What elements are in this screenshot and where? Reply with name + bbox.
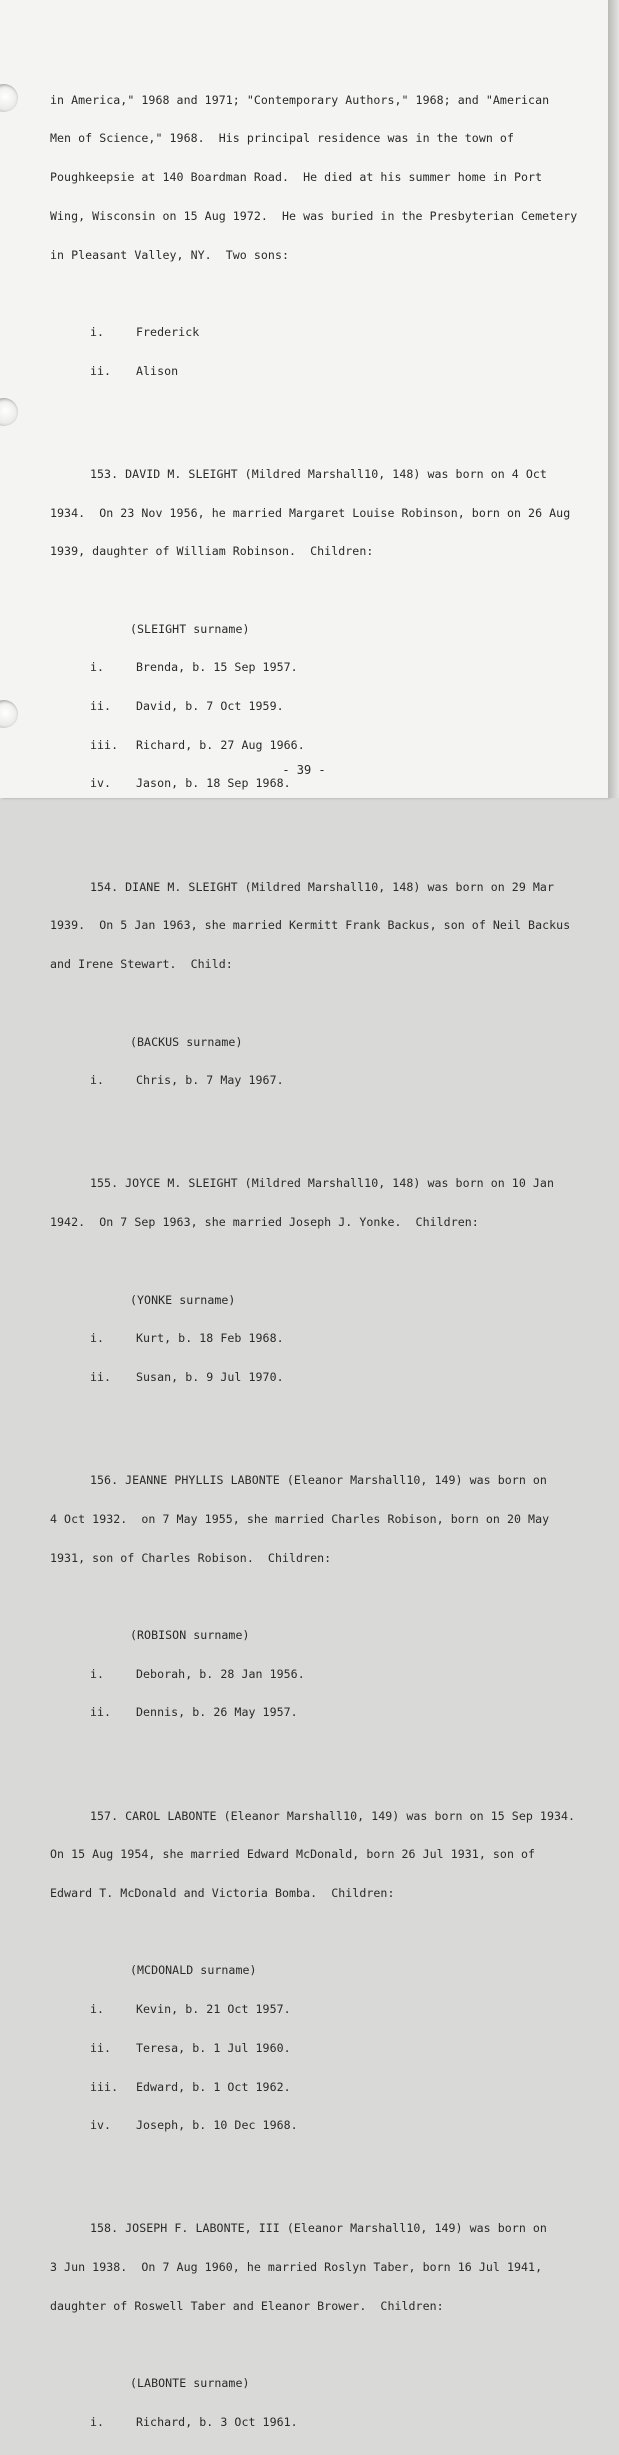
body-line: 1939, daughter of William Robinson. Children: xyxy=(50,544,374,559)
child-item xyxy=(50,1332,602,1345)
child-number: ii. xyxy=(90,2040,112,2055)
surname-label: (LABONTE surname) xyxy=(130,2376,250,2391)
punch-hole xyxy=(0,398,18,426)
body-line: 1942. On 7 Sep 1963, she married Joseph J. Yonke. Children: xyxy=(50,1215,479,1230)
child-item xyxy=(50,1706,602,1719)
surname-label: (MCDONALD surname) xyxy=(130,1963,257,1978)
body-line: daughter of Roswell Taber and Eleanor Brower. Children: xyxy=(50,2298,444,2313)
body-line: in Pleasant Valley, NY. Two sons: xyxy=(50,247,290,262)
surname-label: (YONKE surname) xyxy=(130,1292,236,1307)
punch-hole xyxy=(0,84,18,112)
child-item xyxy=(50,2081,602,2094)
child-name: Jason, b. 18 Sep 1968. xyxy=(136,776,291,791)
body-line: 1931, son of Charles Robison. Children: xyxy=(50,1550,332,1565)
child-item xyxy=(50,1668,602,1681)
page-edge xyxy=(608,0,619,798)
child-name: Joseph, b. 10 Dec 1968. xyxy=(136,2118,298,2133)
entry-heading-line: 154. DIANE M. SLEIGHT (Mildred Marshall10, 148) was born on 29 Mar xyxy=(90,879,554,894)
child-name: Richard, b. 27 Aug 1966. xyxy=(136,737,305,752)
child-name: Teresa, b. 1 Jul 1960. xyxy=(136,2040,291,2055)
child-number: iii. xyxy=(90,737,119,752)
child-number: i. xyxy=(90,324,105,339)
child-item xyxy=(50,777,602,790)
child-number: i. xyxy=(90,1073,105,1088)
child-name: Frederick xyxy=(136,324,200,339)
child-item xyxy=(50,2416,602,2429)
entry-heading-line: 157. CAROL LABONTE (Eleanor Marshall10, 149) was born on 15 Sep 1934. xyxy=(90,1808,576,1823)
body-line: 1934. On 23 Nov 1956, he married Margaret Louise Robinson, born on 26 Aug xyxy=(50,505,571,520)
body-line: and Irene Stewart. Child: xyxy=(50,957,233,972)
punch-hole xyxy=(0,700,18,728)
child-number: i. xyxy=(90,1331,105,1346)
body-line: 3 Jun 1938. On 7 Aug 1960, he married Roslyn Taber, born 16 Jul 1941, xyxy=(50,2260,543,2275)
child-item xyxy=(50,365,602,378)
surname-label: (BACKUS surname) xyxy=(130,1034,243,1049)
entry-heading-line: 158. JOSEPH F. LABONTE, III (Eleanor Marshall10, 149) was born on xyxy=(90,2221,547,2236)
child-number: i. xyxy=(90,660,105,675)
body-line: Edward T. McDonald and Victoria Bomba. Children: xyxy=(50,1886,395,1901)
child-name: David, b. 7 Oct 1959. xyxy=(136,699,284,714)
child-number: ii. xyxy=(90,363,112,378)
child-number: iii. xyxy=(90,2079,119,2094)
document-body xyxy=(50,55,602,2455)
child-name: Chris, b. 7 May 1967. xyxy=(136,1073,284,1088)
child-number: ii. xyxy=(90,1369,112,1384)
body-line: 4 Oct 1932. on 7 May 1955, she married Charles Robison, born on 20 May xyxy=(50,1511,550,1526)
child-item xyxy=(50,1074,602,1087)
page-number: - 39 - xyxy=(282,763,326,777)
child-item xyxy=(50,661,602,674)
body-line: 1939. On 5 Jan 1963, she married Kermitt Frank Backus, son of Neil Backus xyxy=(50,918,571,933)
child-number: i. xyxy=(90,1666,105,1681)
child-item xyxy=(50,2003,602,2016)
child-item xyxy=(50,700,602,713)
child-name: Richard, b. 3 Oct 1961. xyxy=(136,2414,298,2429)
child-name: Dennis, b. 26 May 1957. xyxy=(136,1705,298,1720)
surname-label: (SLEIGHT surname) xyxy=(130,621,250,636)
child-number: i. xyxy=(90,2414,105,2429)
child-name: Brenda, b. 15 Sep 1957. xyxy=(136,660,298,675)
child-number: iv. xyxy=(90,2118,112,2133)
child-item xyxy=(50,739,602,752)
child-item xyxy=(50,2119,602,2132)
child-number: ii. xyxy=(90,1705,112,1720)
child-name: Susan, b. 9 Jul 1970. xyxy=(136,1369,284,1384)
entry-heading-line: 155. JOYCE M. SLEIGHT (Mildred Marshall10, 148) was born on 10 Jan xyxy=(90,1176,554,1191)
surname-label: (ROBISON surname) xyxy=(130,1627,250,1642)
child-number: i. xyxy=(90,2002,105,2017)
entry-heading-line: 156. JEANNE PHYLLIS LABONTE (Eleanor Marshall10, 149) was born on xyxy=(90,1473,547,1488)
body-line: Poughkeepsie at 140 Boardman Road. He died at his summer home in Port xyxy=(50,170,543,185)
body-line: Men of Science," 1968. His principal residence was in the town of xyxy=(50,131,514,146)
child-name: Kevin, b. 21 Oct 1957. xyxy=(136,2002,291,2017)
entry-heading-line: 153. DAVID M. SLEIGHT (Mildred Marshall10, 148) was born on 4 Oct xyxy=(90,466,547,481)
child-item xyxy=(50,2042,602,2055)
child-number: ii. xyxy=(90,699,112,714)
body-line: Wing, Wisconsin on 15 Aug 1972. He was buried in the Presbyterian Cemetery xyxy=(50,208,578,223)
child-item xyxy=(50,326,602,339)
child-item xyxy=(50,1371,602,1384)
body-line: in America," 1968 and 1971; "Contemporary Authors," 1968; and "American xyxy=(50,92,550,107)
child-name: Alison xyxy=(136,363,179,378)
child-name: Edward, b. 1 Oct 1962. xyxy=(136,2079,291,2094)
body-line: On 15 Aug 1954, she married Edward McDonald, born 26 Jul 1931, son of xyxy=(50,1847,536,1862)
child-number: iv. xyxy=(90,776,112,791)
child-name: Kurt, b. 18 Feb 1968. xyxy=(136,1331,284,1346)
child-name: Deborah, b. 28 Jan 1956. xyxy=(136,1666,305,1681)
